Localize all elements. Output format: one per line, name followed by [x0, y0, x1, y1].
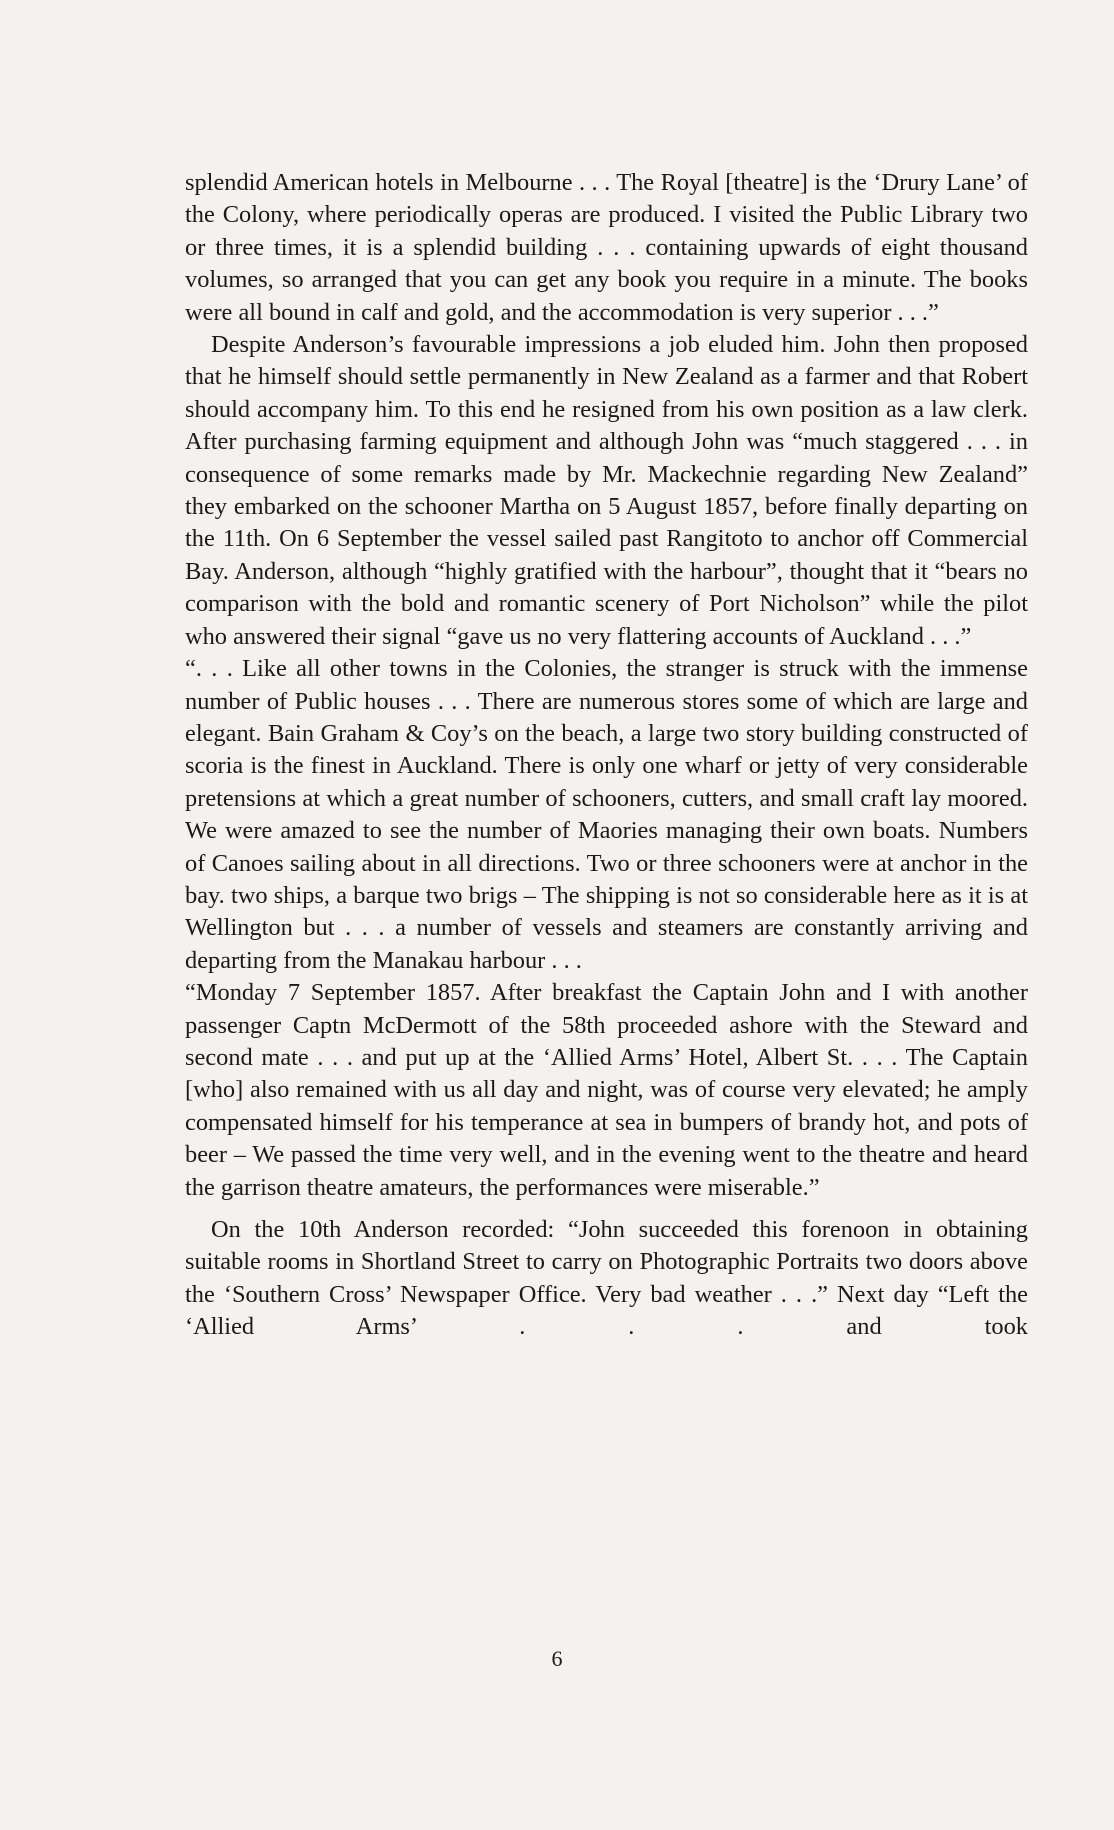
paragraph-despite-anderson: Despite Anderson’s favourable impressions a job eluded him. John then proposed that he himself should settle permanently in New Zealand as a farmer and that Robert should accompany him. To this end he resigned from his own position as a law clerk. After purchasing farming equipment and although John was “much staggered . . . in consequence of some remarks made by Mr. Mackechnie regarding New Zealand” they embarked on the schooner Martha on 5 August 1857, before finally departing on the 11th. On 6 September the vessel sailed past Rangitoto to anchor off Commercial Bay. Anderson, although “highly gratified with the harbour”, thought that it “bears no comparison with the bold and romantic scenery of Port Nicholson” while the pilot who answered their signal “gave us no very flattering accounts of Auckland . . .” [185, 331, 1028, 650]
page-number: 6 [551, 1646, 563, 1671]
body-text [185, 167, 1028, 1344]
paragraph-monday-7-september: “Monday 7 September 1857. After breakfast the Captain John and I with another passenger Captn McDermott of the 58th proceeded ashore with the Steward and second mate . . . and put up at the ‘Allied Arms’ Hotel, Albert St. . . . The Captain [who] also remained with us all day and night, was of course very elevated; he amply compensated himself for his temperance at sea in bumpers of brandy hot, and pots of beer – We passed the time very well, and in the evening went to the theatre and heard the garrison theatre amateurs, the performances were miserable.” [185, 979, 1028, 1201]
paragraph-10th-anderson: On the 10th Anderson recorded: “John succeeded this forenoon in obtaining suitable rooms in Shortland Street to carry on Photographic Portraits two doors above the ‘Southern Cross’ Newspaper Office. Very bad weather . . .” Next day “Left the ‘Allied Arms’ . . . and took [185, 1216, 1028, 1341]
paragraph-melbourne-library: splendid American hotels in Melbourne . . . The Royal [theatre] is the ‘Drury Lane’ of the Colony, where periodically operas are produced. I visited the Public Library two or three times, it is a splendid building . . . containing upwards of eight thousand volumes, so arranged that you can get any book you require in a minute. The books were all bound in calf and gold, and the accommodation is very superior . . .” [185, 169, 1028, 326]
paragraph-public-houses-quote: “. . . Like all other towns in the Colonies, the stranger is struck with the immense number of Public houses . . . There are numerous stores some of which are large and elegant. Bain Graham & Coy’s on the beach, a large two story building constructed of scoria is the finest in Auckland. There is only one wharf or jetty of very considerable pretensions at which a great number of schooners, cutters, and small craft lay moored. We were amazed to see the number of Maories managing their own boats. Numbers of Canoes sailing about in all directions. Two or three schooners were at anchor in the bay. two ships, a barque two brigs – The shipping is not so considerable here as it is at Wellington but . . . a number of vessels and steamers are constantly arriving and departing from the Manakau harbour . . . [185, 655, 1028, 974]
